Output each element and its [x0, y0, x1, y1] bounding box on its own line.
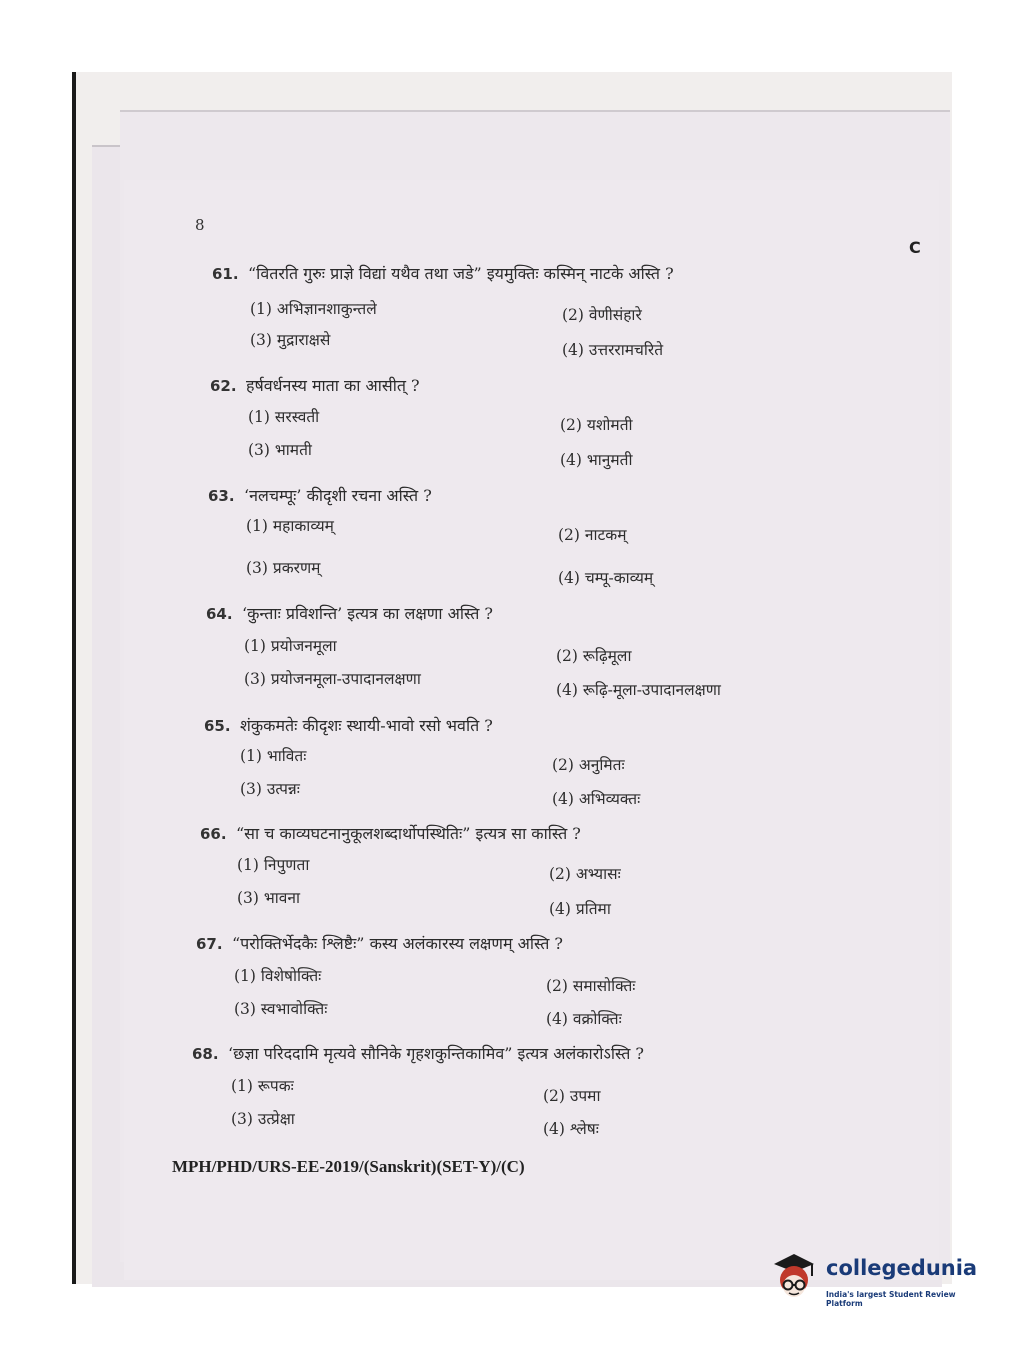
option-4: (4) भानुमती: [560, 451, 633, 469]
question-text: “सा च काव्यघटनानुकूलशब्दार्थोपस्थितिः” इत्यत्र सा कास्ति ?: [236, 824, 581, 843]
mascot-icon: [768, 1250, 824, 1310]
question-number: 68.: [192, 1045, 219, 1063]
option-4: (4) प्रतिमा: [549, 900, 611, 918]
logo-wordmark: collegedunia: [826, 1256, 978, 1280]
collegedunia-logo: [768, 1250, 993, 1310]
option-4: (4) वक्रोक्तिः: [546, 1010, 622, 1028]
option-1: (1) महाकाव्यम्: [246, 517, 334, 535]
question-text: “परोक्तिर्भेदकैः श्लिष्टैः” कस्य अलंकारस्य लक्षणम् अस्ति ?: [232, 934, 564, 953]
question-number: 61.: [212, 265, 239, 283]
option-4: (4) चम्पू-काव्यम्: [558, 569, 654, 587]
option-3: (3) भामती: [248, 441, 312, 459]
option-4: (4) रूढ़ि-मूला-उपादानलक्षणा: [556, 681, 721, 699]
question-text: शंकुकमतेः कीदृशः स्थायी-भावो रसो भवति ?: [240, 716, 493, 735]
option-3: (3) उत्प्रेक्षा: [231, 1110, 295, 1128]
option-1: (1) निपुणता: [237, 856, 310, 874]
question-61: [212, 262, 674, 284]
option-4: (4) श्लेषः: [543, 1120, 599, 1138]
option-1: (1) अभिज्ञानशाकुन्तले: [250, 300, 377, 318]
option-3: (3) स्वभावोक्तिः: [234, 1000, 328, 1018]
question-text: ‘नलचम्पूः’ कीदृशी रचना अस्ति ?: [244, 486, 432, 505]
question-number: 62.: [210, 377, 237, 395]
question-number: 65.: [204, 717, 231, 735]
option-2: (2) रूढ़िमूला: [556, 647, 632, 665]
option-1: (1) सरस्वती: [248, 408, 320, 426]
logo-tagline: India's largest Student Review Platform: [826, 1290, 956, 1308]
question-text: ‘छज्ञा परिददामि मृत्यवे सौनिके गृहशकुन्तिकामिव” इत्यत्र अलंकारोऽस्ति ?: [228, 1044, 645, 1063]
page-number: 8: [195, 216, 205, 234]
option-2: (2) वेणीसंहारे: [562, 306, 642, 324]
question-number: 63.: [208, 487, 235, 505]
question-64: [206, 602, 493, 624]
question-text: ‘कुन्ताः प्रविशन्ति’ इत्यत्र का लक्षणा अस्ति ?: [242, 604, 493, 623]
question-63: [208, 484, 432, 506]
option-2: (2) उपमा: [543, 1087, 601, 1105]
option-2: (2) नाटकम्: [558, 526, 627, 544]
question-text: हर्षवर्धनस्य माता का आसीत् ?: [246, 376, 420, 395]
option-2: (2) अभ्यासः: [549, 865, 621, 883]
option-2: (2) अनुमितः: [552, 756, 625, 774]
option-2: (2) समासोक्तिः: [546, 977, 636, 995]
option-2: (2) यशोमती: [560, 416, 633, 434]
option-1: (1) प्रयोजनमूला: [244, 637, 337, 655]
question-67: [196, 932, 563, 954]
question-text: “वितरति गुरुः प्राज्ञे विद्यां यथैव तथा जडे” इयमुक्तिः कस्मिन् नाटके अस्ति ?: [248, 264, 674, 283]
question-65: [204, 714, 493, 736]
question-68: [192, 1042, 644, 1064]
option-3: (3) मुद्राराक्षसे: [250, 331, 331, 349]
option-4: (4) अभिव्यक्तः: [552, 790, 641, 808]
question-62: [210, 374, 420, 396]
option-3: (3) उत्पन्नः: [240, 780, 300, 798]
question-66: [200, 822, 581, 844]
question-number: 66.: [200, 825, 227, 843]
option-3: (3) प्रयोजनमूला-उपादानलक्षणा: [244, 670, 421, 688]
option-1: (1) रूपकः: [231, 1077, 294, 1095]
option-1: (1) भावितः: [240, 747, 307, 765]
scan-border: [72, 72, 76, 1284]
option-1: (1) विशेषोक्तिः: [234, 967, 322, 985]
option-4: (4) उत्तररामचरिते: [562, 341, 664, 359]
option-3: (3) प्रकरणम्: [246, 559, 321, 577]
exam-code-footer: MPH/PHD/URS-EE-2019/(Sanskrit)(SET-Y)/(C): [172, 1157, 525, 1176]
question-number: 64.: [206, 605, 233, 623]
set-code: C: [909, 238, 921, 257]
question-number: 67.: [196, 935, 223, 953]
option-3: (3) भावना: [237, 889, 301, 907]
